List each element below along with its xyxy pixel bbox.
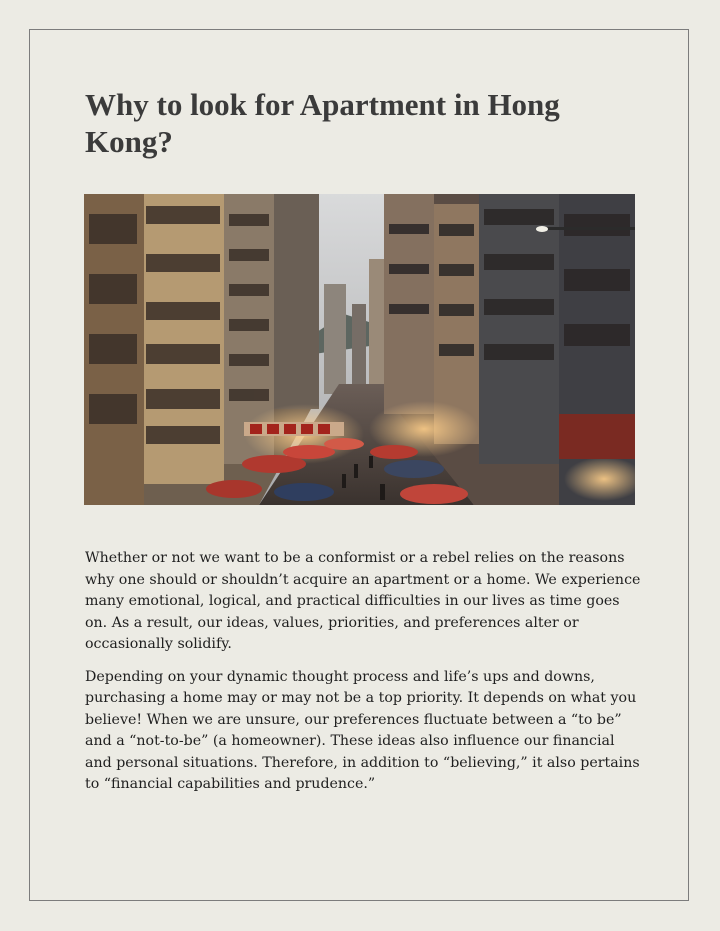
paragraph-1: Whether or not we want to be a conformist or a rebel relies on the reasons why one should or shouldn’t acquire an apartment or a home. We experience many emotional, logical, and practical difficulties in our lives as time goes on. As a result, our ideas, values, priorities, and preferences alter or occasionally solidify.: [85, 550, 641, 652]
document-title: Why to look for Apartment in Hong Kong?: [85, 87, 560, 159]
article-body: [85, 548, 645, 807]
street-photo: [84, 194, 635, 505]
paragraph-2: Depending on your dynamic thought process and life’s ups and downs, purchasing a home may or may not be a top priority. It depends on what you believe! When we are unsure, our preferences fluctuate between a “to be” and a “not-to-be” (a homeowner). These ideas also influence our financial and personal situations. Therefore, in addition to “believing,” it also pertains to “financial capabilities and prudence.”: [85, 668, 640, 792]
